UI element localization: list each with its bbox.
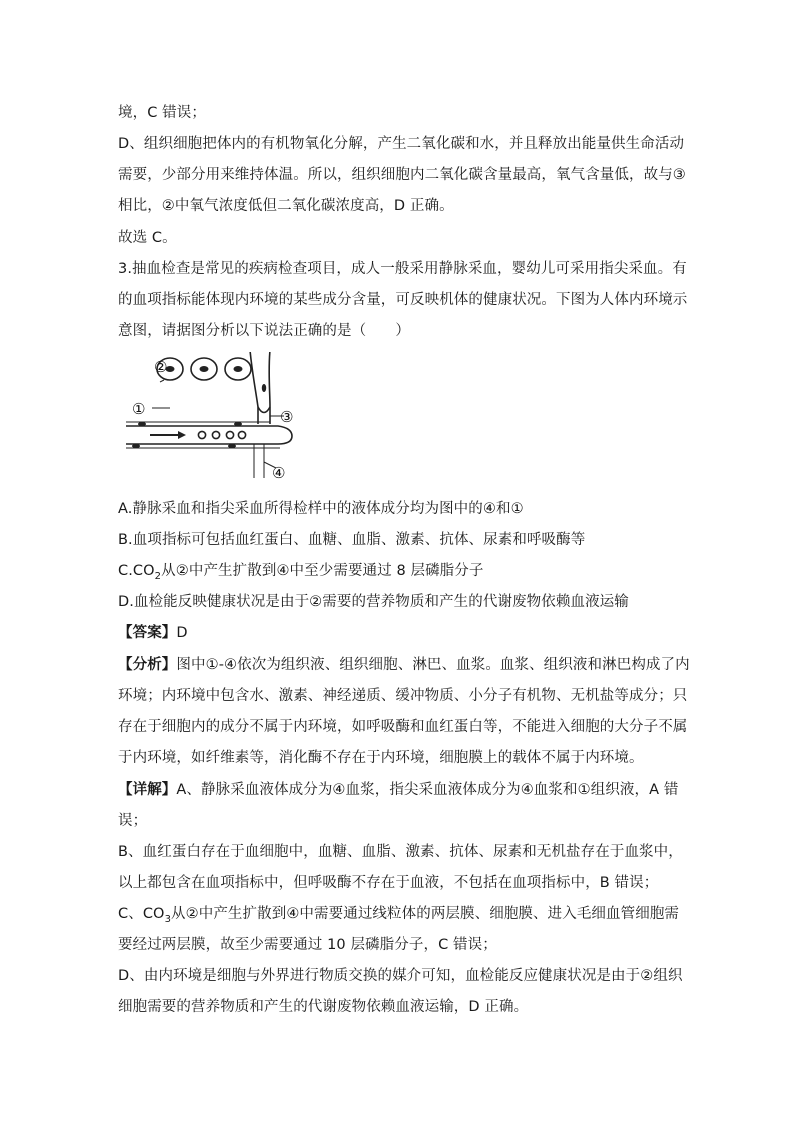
label-2: ②: [154, 358, 168, 376]
text-line: 3.抽血检查是常见的疾病检查项目，成人一般采用静脉采血，婴幼儿可采用指尖采血。有: [118, 261, 687, 277]
text-line: 要经过两层膜，故至少需要通过 10 层磷脂分子，C 错误；: [118, 937, 497, 953]
detail-text: A、静脉采血液体成分为④血浆，指尖采血液体成分为④血浆和①组织液，A 错: [176, 782, 679, 798]
text-line: 故选 C。: [118, 230, 177, 246]
text-line: 存在于细胞内的成分不属于内环境，如呼吸酶和血红蛋白等，不能进入细胞的大分子不属: [118, 719, 688, 735]
label-3: ③: [280, 408, 294, 426]
detail-label: 【详解】: [118, 782, 177, 798]
text-line: [118, 904, 679, 924]
option-b: B.血项指标可包括血红蛋白、血糖、血脂、激素、抗体、尿素和呼吸酶等: [118, 532, 586, 548]
option-a: A.静脉采血和指尖采血所得检样中的液体成分均为图中的④和①: [118, 501, 524, 517]
text-line: D、由内环境是细胞与外界进行物质交换的媒介可知，血检能反应健康状况是由于②组织: [118, 968, 683, 984]
option-d: D.血检能反映健康状况是由于②需要的营养物质和产生的代谢废物依赖血液运输: [118, 594, 629, 610]
analysis-label: 【分析】: [118, 657, 177, 673]
detail-c-text: 从②中产生扩散到④中需要通过线粒体的两层膜、细胞膜、进入毛细血管细胞需: [171, 906, 680, 922]
text-line: 以上都包含在血项指标中，但呼吸酶不存在于血液，不包括在血项指标中，B 错误；: [118, 875, 659, 891]
option-c-prefix: C.CO: [118, 563, 155, 579]
answer-label: 【答案】: [118, 625, 177, 641]
text-line: 境，C 错误；: [118, 105, 206, 121]
text-line: D、组织细胞把体内的有机物氧化分解，产生二氧化碳和水，并且释放出能量供生命活动: [118, 136, 685, 152]
option-c-text: 从②中产生扩散到④中至少需要通过 8 层磷脂分子: [161, 563, 484, 579]
internal-environment-diagram: [120, 352, 300, 482]
blood-cell: [238, 431, 245, 438]
blood-cell: [212, 431, 219, 438]
text-line: 的血项指标能体现内环境的某些成分含量，可反映机体的健康状况。下图为人体内环境示: [118, 292, 688, 308]
flow-arrow-icon: [150, 431, 186, 439]
text-line: 需要，少部分用来维持体温。所以，组织细胞内二氧化碳含量最高，氧气含量低，故与③: [118, 167, 686, 183]
text-line: 误；: [118, 813, 148, 829]
lymph-capillary: [250, 352, 270, 424]
blood-cell: [226, 431, 233, 438]
text-line: B、血红蛋白存在于血细胞中，血糖、血脂、激素、抗体、尿素和无机盐存在于血浆中，: [118, 844, 683, 860]
subscript: 3: [164, 913, 172, 925]
blood-cell: [198, 431, 205, 438]
detail-c-prefix: C、CO: [118, 906, 165, 922]
answer: [118, 623, 188, 643]
label-1: ①: [132, 400, 146, 418]
label-4: ④: [272, 464, 286, 482]
text-line: 环境；内环境中包含水、激素、神经递质、缓冲物质、小分子有机物、无机盐等成分；只: [118, 688, 688, 704]
text-line: [118, 780, 678, 800]
text-line: 于内环境，如纤维素等，消化酶不存在于内环境，细胞膜上的载体不属于内环境。: [118, 750, 644, 766]
text-line: 细胞需要的营养物质和产生的代谢废物依赖血液运输，D 正确。: [118, 999, 529, 1015]
text-line: 意图，请据图分析以下说法正确的是（ ）: [118, 323, 410, 339]
analysis-text: 图中①-④依次为组织液、组织细胞、淋巴、血浆。血浆、组织液和淋巴构成了内: [176, 657, 690, 673]
text-line: 相比，②中氧气浓度低但二氧化碳浓度高，D 正确。: [118, 198, 454, 214]
text-line: [118, 655, 690, 675]
option-c: [118, 561, 483, 581]
subscript: 2: [154, 570, 162, 582]
answer-value: D: [176, 625, 188, 641]
